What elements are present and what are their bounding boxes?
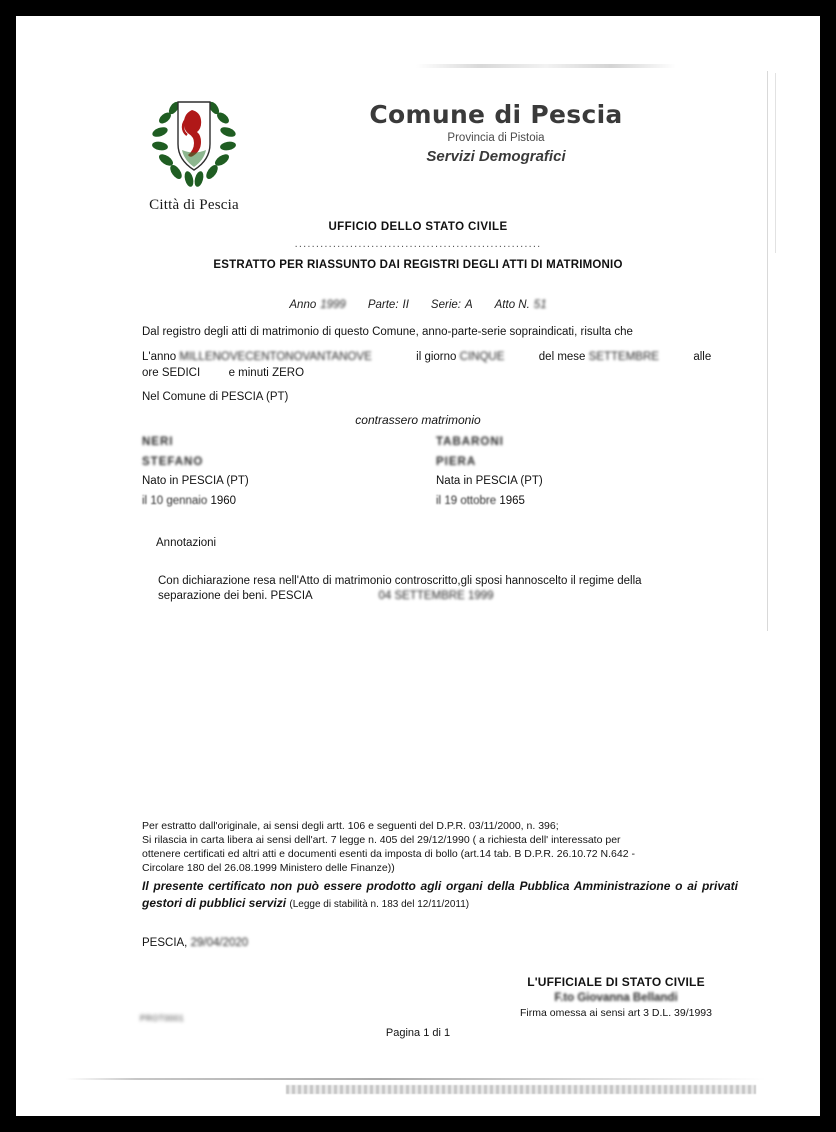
annotations-line1: Con dichiarazione resa nell'Atto di matrimonio controscritto,gli sposi hannoscelto il regime della (158, 575, 642, 587)
spouse2-birthdate-daymonth: il 19 ottobre (436, 495, 497, 507)
document-title: ESTRATTO PER RIASSUNTO DAI REGISTRI DEGLI ATTI DI MATRIMONIO (213, 259, 623, 271)
annotations-text (158, 574, 698, 604)
spouse2-birthplace: Nata in PESCIA (PT) (436, 475, 543, 487)
year-line (142, 351, 742, 363)
ore-label: ore (142, 367, 159, 379)
protocol-code: PROT0001 (140, 1014, 185, 1023)
legal-notes (142, 819, 722, 875)
spouse1-birthplace: Nato in PESCIA (PT) (142, 475, 249, 487)
signature-block (436, 975, 796, 1019)
servizi-demografici-label: Servizi Demografici (426, 148, 566, 165)
giorno-value: CINQUE (459, 351, 505, 363)
parte-value: II (402, 299, 409, 311)
usage-notice (142, 878, 738, 913)
mese-value: SETTEMBRE (588, 351, 659, 363)
anno-label: Anno (289, 299, 317, 311)
spouse2-birthdate (436, 495, 525, 507)
scan-artifact-bottom-line (66, 1078, 766, 1080)
document-header (16, 78, 820, 218)
spouse2-surname: TABARONI (436, 436, 504, 448)
alle-label: alle (693, 351, 712, 363)
mese-label: del mese (538, 351, 586, 363)
ore-value: SEDICI (161, 367, 201, 379)
crest-caption: Città di Pescia (149, 197, 239, 213)
legal-line-4: Circolare 180 del 26.08.1999 Ministero delle Finanze)) (142, 862, 395, 875)
giorno-label: il giorno (416, 351, 457, 363)
annotations-line2: separazione dei beni. PESCIA (158, 590, 313, 603)
signature-title: L'UFFICIALE DI STATO CIVILE (527, 975, 705, 989)
spouse1-birthdate-year: 1960 (210, 495, 237, 507)
contrassero-line: contrassero matrimonio (355, 413, 481, 427)
issue-place: PESCIA, (142, 937, 188, 949)
annotations-label: Annotazioni (156, 537, 217, 549)
parte-label: Parte: (367, 299, 399, 311)
place-line: Nel Comune di PESCIA (PT) (142, 391, 289, 403)
scan-artifact-bottom-text (286, 1085, 756, 1094)
spouse2-birthdate-year: 1965 (499, 495, 525, 507)
anno-value: 1999 (320, 299, 346, 311)
spouse1-birthdate (142, 495, 236, 507)
office-line: UFFICIO DELLO STATO CIVILE (328, 221, 508, 233)
coat-of-arms-icon (148, 88, 240, 196)
intro-paragraph: Dal registro degli atti di matrimonio di questo Comune, anno-parte-serie sopraindicati, risulta che (142, 326, 633, 338)
record-reference-line (16, 299, 820, 311)
legal-line-3: ottenere certificati ed altri atti e documenti esenti da imposta di bollo (art.14 tab. B D.P.R. 26.10.72 N.642 - (142, 848, 635, 861)
issue-line (142, 937, 248, 949)
signature-note: Firma omessa ai sensi art 3 D.L. 39/1993 (519, 1007, 712, 1019)
city-crest (138, 88, 250, 223)
signature-name: F.to Giovanna Bellandi (554, 992, 678, 1004)
minuti-label: e minuti (228, 367, 269, 379)
legal-line-2: Si rilascia in carta libera ai sensi dell'art. 7 legge n. 405 del 29/12/1990 ( a richiesta dell' interessato per (142, 834, 621, 847)
lanno-value: MILLENOVECENTONOVANTANOVE (179, 351, 372, 363)
dotted-separator: .......................................................... (294, 238, 542, 250)
atto-value: 51 (533, 299, 547, 311)
lanno-label: L'anno (142, 351, 177, 363)
comune-title: Comune di Pescia (369, 100, 623, 129)
page-number: Pagina 1 di 1 (385, 1027, 451, 1039)
serie-value: A (464, 299, 473, 311)
spouse1-birthdate-daymonth: il 10 gennaio (142, 495, 208, 507)
spouse1-firstname: STEFANO (142, 456, 204, 468)
spouse1-surname: NERI (142, 436, 174, 448)
usage-notice-reference: (Legge di stabilità n. 183 del 12/11/2011) (289, 899, 470, 911)
legal-line-1: Per estratto dall'originale, ai sensi degli artt. 106 e seguenti del D.P.R. 03/11/2000, n. 396; (142, 820, 559, 832)
atto-label: Atto N. (494, 299, 530, 311)
annotations-date: 04 SETTEMBRE 1999 (378, 590, 494, 603)
spouse2-firstname: PIERA (436, 456, 477, 468)
minuti-value: ZERO (272, 367, 305, 379)
document-content (16, 16, 820, 1116)
document-page (16, 16, 820, 1116)
issue-date: 29/04/2020 (190, 937, 249, 949)
serie-label: Serie: (430, 299, 461, 311)
usage-notice-bold: Il presente certificato non può essere prodotto agli organi della Pubblica Amministrazione o ai privati gestori di pubblici servizi (142, 879, 738, 911)
provincia-subtitle: Provincia di Pistoia (447, 132, 545, 144)
header-titles (281, 100, 711, 165)
time-line (142, 367, 742, 379)
